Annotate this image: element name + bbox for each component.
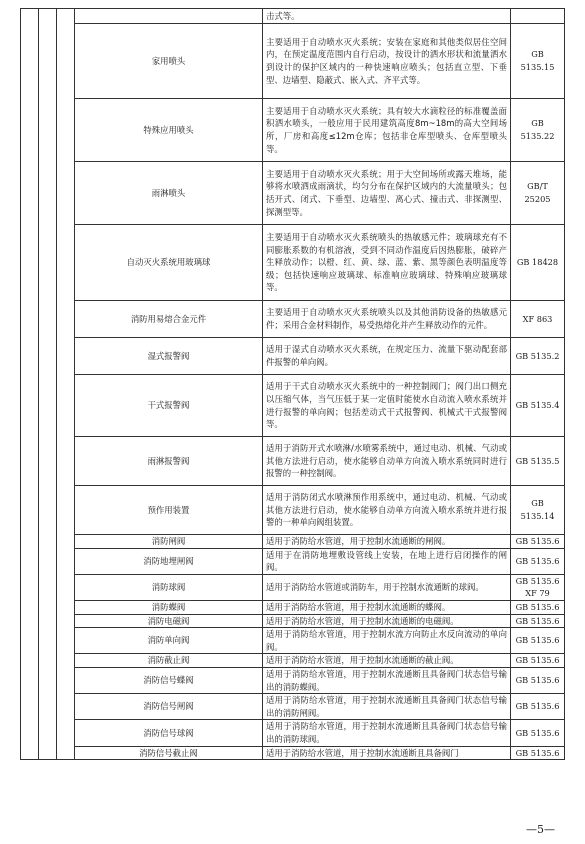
standard-code-cell [511, 225, 565, 301]
table-body [21, 9, 565, 760]
table-row [21, 574, 565, 600]
product-name-cell: 雨淋喷头 [75, 162, 263, 225]
standard-code-cell [511, 301, 565, 338]
product-name-cell: 消防球阀 [75, 574, 263, 600]
standard-code: GB 5135.6 [515, 575, 560, 586]
standard-code: GB 5135.6 [515, 555, 560, 566]
product-description-cell: 适用于消防给水管道，用于控制水流通断且具备阀门状态信号输出的消防球阀。 [263, 720, 511, 746]
product-name-cell: 湿式报警阀 [75, 338, 263, 375]
product-description-cell: 适用于消防闭式水喷淋预作用系统中，通过电动、机械、气动或其他方法进行启动，使水能够自动单方向流入喷水系统并进行报警的一种单向阀组装置。 [263, 486, 511, 535]
standard-code-cell [511, 548, 565, 574]
product-description-cell: 适用于湿式自动喷水灭火系统，在规定压力、流量下驱动配套部件报警的单向阀。 [263, 338, 511, 375]
table-row [21, 99, 565, 162]
standard-code: GB 5135.6 [515, 747, 560, 758]
product-name-cell: 自动灭火系统用玻璃球 [75, 225, 263, 301]
standard-code: GB 5135.5 [515, 455, 560, 466]
standard-code-cell [511, 694, 565, 720]
standard-code: GB 5135.15 [520, 49, 555, 72]
product-name-cell [75, 9, 263, 24]
product-name-cell: 消防用易熔合金元件 [75, 301, 263, 338]
standard-code: GB 5135.2 [515, 350, 560, 361]
product-name-cell: 消防单向阀 [75, 628, 263, 654]
standard-code-cell [511, 9, 565, 24]
standard-code-cell [511, 600, 565, 614]
table-row [21, 746, 565, 760]
product-description-cell: 适用于消防给水管道，用于控制水流通断的截止阀。 [263, 654, 511, 668]
category-column-3 [57, 9, 75, 760]
product-description-cell: 击式等。 [263, 9, 511, 24]
table-row [21, 600, 565, 614]
table-row [21, 667, 565, 693]
product-name-cell: 特殊应用喷头 [75, 99, 263, 162]
product-name-cell: 干式报警阀 [75, 375, 263, 437]
standard-code: GB 5135.6 [515, 655, 560, 666]
standard-code-cell [511, 720, 565, 746]
standard-code-cell [511, 654, 565, 668]
product-name-cell: 消防信号蝶阀 [75, 667, 263, 693]
product-description-cell: 适用于消防给水管道，用于控制水流通断的蝶阀。 [263, 600, 511, 614]
standard-code: GB 5135.6 [515, 536, 560, 546]
category-column-1 [21, 9, 39, 760]
product-description-cell: 适用于消防给水管道，用于控制水流通断的电磁阀。 [263, 614, 511, 628]
standard-code-cell [511, 574, 565, 600]
standard-code: GB/T 25205 [524, 181, 551, 204]
standard-code-cell [511, 746, 565, 760]
table-row [21, 24, 565, 99]
product-description-cell: 主要适用于自动喷水灭火系统；用于大空间场所或露天堆场，能够将水喷洒成雨滴状，均匀分布在保护区域内的大流量喷头；包括开式、闭式、下垂型、边墙型、离心式、撞击式、非探测型、探测型等。 [263, 162, 511, 225]
page-number: —5— [526, 823, 555, 836]
table-row [21, 535, 565, 549]
standard-code-cell [511, 99, 565, 162]
product-name-cell: 消防蝶阀 [75, 600, 263, 614]
product-description-cell: 适用于消防开式水喷淋/水喷雾系统中，通过电动、机械、气动或其他方法进行启动，使水能够自动单方向流入喷水系统同时进行报警的一种控制阀。 [263, 437, 511, 486]
product-name-cell: 消防电磁阀 [75, 614, 263, 628]
product-name-cell: 消防地埋闸阀 [75, 548, 263, 574]
standard-code: XF 863 [522, 313, 553, 324]
table-row [21, 720, 565, 746]
table-row [21, 375, 565, 437]
product-name-cell: 家用喷头 [75, 24, 263, 99]
product-name-cell: 预作用装置 [75, 486, 263, 535]
product-name-cell: 消防信号截止阀 [75, 746, 263, 760]
product-description-cell: 主要适用于自动喷水灭火系统；具有较大水滴粒径的标准覆盖面积洒水喷头，一般应用于民用建筑高度8m~18m的高大空间场所，厂房和高度≤12m仓库；包括非仓库型喷头、仓库型喷头等。 [263, 99, 511, 162]
standard-code-cell [511, 535, 565, 549]
standard-code: GB 5135.6 [515, 701, 560, 712]
product-description-cell: 适用于消防给水管道，用于控制水流通断且具备阀门状态信号输出的消防闸阀。 [263, 694, 511, 720]
product-description-cell: 主要适用于自动喷水灭火系统；安装在家庭和其他类似居住空间内，在预定温度范围内自行启动，按设计的洒水形状和流量洒水到设计的保护区域内的一种快速响应喷头；包括直立型、下垂型、边墙型、隐蔽式、嵌入式、齐平式等。 [263, 24, 511, 99]
standard-code-cell [511, 667, 565, 693]
product-description-cell: 适用于消防给水管道，用于控制水流通断且具备阀门状态信号输出的消防蝶阀。 [263, 667, 511, 693]
standard-code-cell [511, 375, 565, 437]
product-description-cell: 主要适用于自动喷水灭火系统喷头以及其他消防设备的热敏感元件；采用合金材料制作，易受热熔化并产生释放动作的元件。 [263, 301, 511, 338]
product-description-cell: 适用于干式自动喷水灭火系统中的一种控制阀门；阀门出口侧充以压缩气体，当气压低于某一定值时能使水自动流入喷水系统并进行报警的单向阀；包括差动式干式报警阀、机械式干式报警阀等。 [263, 375, 511, 437]
standard-code-cell [511, 24, 565, 99]
standard-code: GB 5135.6 [515, 727, 560, 738]
category-column-2 [39, 9, 57, 760]
standard-code: GB 5135.6 [515, 635, 560, 646]
product-description-cell: 适用于消防给水管道，用于控制水流通断且具备阀门 [263, 746, 511, 760]
table-row [21, 162, 565, 225]
standard-code: GB 5135.6 [515, 615, 560, 626]
standard-code: GB 5135.22 [520, 118, 555, 141]
standard-code: XF 79 [525, 588, 550, 599]
product-description-cell: 适用于消防给水管道或消防车，用于控制水流通断的球阀。 [263, 574, 511, 600]
product-name-cell: 消防闸阀 [75, 535, 263, 549]
standard-code-cell [511, 614, 565, 628]
table-row [21, 614, 565, 628]
standard-code: GB 5135.6 [515, 601, 560, 612]
table-row [21, 694, 565, 720]
table-row [21, 338, 565, 375]
product-name-cell: 雨淋报警阀 [75, 437, 263, 486]
standard-code-cell [511, 162, 565, 225]
product-name-cell: 消防信号球阀 [75, 720, 263, 746]
product-description-cell: 适用于消防给水管道，用于控制水流通断的闸阀。 [263, 535, 511, 549]
table-row [21, 548, 565, 574]
product-name-cell: 消防截止阀 [75, 654, 263, 668]
standard-code: GB 5135.14 [520, 498, 555, 521]
standard-code: GB 5135.4 [515, 400, 560, 411]
product-description-cell: 适用于消防给水管道，用于控制水流方向防止水反向流动的单向阀。 [263, 628, 511, 654]
standard-code: GB 5135.6 [515, 675, 560, 686]
standard-code: GB 18428 [516, 257, 559, 268]
standard-code-cell [511, 338, 565, 375]
product-name-cell: 消防信号闸阀 [75, 694, 263, 720]
table-row [21, 301, 565, 338]
table-row [21, 437, 565, 486]
table-row [21, 654, 565, 668]
product-description-cell: 主要适用于自动喷水灭火系统喷头的热敏感元件；玻璃球充有不同膨胀系数的有机溶液，受到不同动作温度后因热膨胀，破碎产生释放动作；以橙、红、黄、绿、蓝、紫、黑等颜色表明温度等级；包括快速响应玻璃球、标准响应玻璃球、特殊响应玻璃球等。 [263, 225, 511, 301]
standard-code-cell [511, 486, 565, 535]
table-row [21, 225, 565, 301]
standard-code-cell [511, 437, 565, 486]
standard-code-cell [511, 628, 565, 654]
product-description-cell: 适用于在消防地埋敷设管线上安装，在地上进行启闭操作的闸阀。 [263, 548, 511, 574]
table-row [21, 628, 565, 654]
product-standard-table [20, 8, 565, 760]
table-row [21, 9, 565, 24]
table-row [21, 486, 565, 535]
